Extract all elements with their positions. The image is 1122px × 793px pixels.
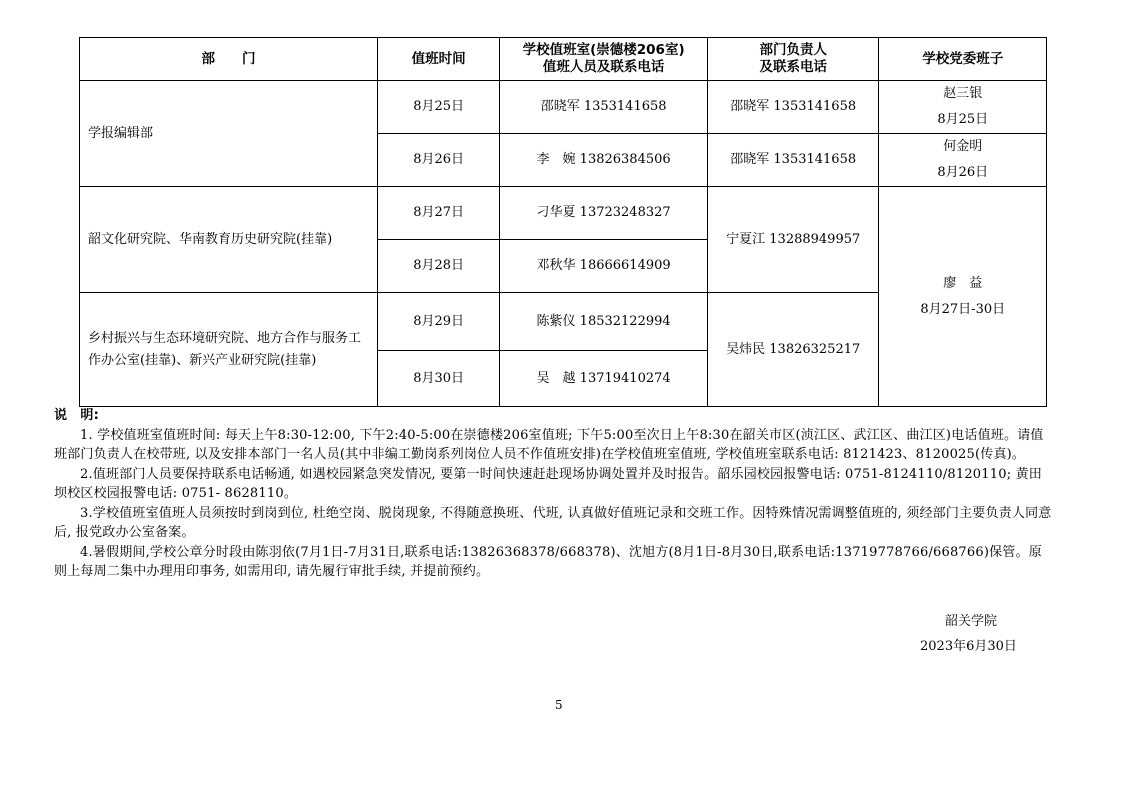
- duty-cell: 李 婉 13826384506: [500, 134, 708, 187]
- duty-schedule-table: [79, 37, 1047, 407]
- date-cell: 8月29日: [377, 293, 499, 351]
- header-time: 值班时间: [377, 38, 499, 81]
- committee-name: 何金明: [943, 139, 983, 154]
- head-cell: 邵晓军 1353141658: [707, 134, 879, 187]
- date-cell: 8月27日: [377, 187, 499, 240]
- table-row: [80, 187, 1047, 240]
- date-cell: 8月30日: [377, 351, 499, 407]
- note-item-3: 3.学校值班室值班人员须按时到岗到位, 杜绝空岗、脱岗现象, 不得随意换班、代班, 认真做好值班记录和交班工作。因特殊情况需调整值班的, 须经部门主要负责人同意后, 报党政办公室备案。: [54, 505, 1052, 540]
- header-committee: 学校党委班子: [879, 38, 1047, 81]
- head-cell: 邵晓军 1353141658: [707, 81, 879, 134]
- shared-committee-cell: [879, 187, 1047, 407]
- dept-cell: 乡村振兴与生态环境研究院、地方合作与服务工作办公室(挂靠)、新兴产业研究院(挂靠): [80, 293, 378, 407]
- header-dept: 部 门: [80, 38, 378, 81]
- head-cell: 吴炜民 13826325217: [707, 293, 879, 407]
- committee-cell: [879, 134, 1047, 187]
- note-item-2: 2.值班部门人员要保持联系电话畅通, 如遇校园紧急突发情况, 要第一时间快速赶赴现场协调处置并及时报告。韶乐园校园报警电话: 0751-8124110/8120110; 黄田坝校区校园报警电话: 0751- 8628110。: [54, 466, 1043, 501]
- committee-date: 8月25日: [937, 112, 989, 127]
- committee-cell: [879, 81, 1047, 134]
- header-dept-head: [707, 38, 879, 81]
- committee-name: 廖 益: [943, 275, 983, 291]
- table-row: [80, 81, 1047, 134]
- duty-cell: 陈紫仪 18532122994: [500, 293, 708, 351]
- header-office: [500, 38, 708, 81]
- header-head-line1: 部门负责人: [759, 42, 827, 58]
- note-item-4: 4.暑假期间,学校公章分时段由陈羽依(7月1日-7月31日,联系电话:13826368378/668378)、沈旭方(8月1日-8月30日,联系电话:13719778766/668766)保管。原则上每周二集中办理用印事务, 如需用印, 请先履行审批手续, 并提前预约。: [54, 544, 1042, 579]
- signature-org: 韶关学院: [945, 614, 998, 629]
- committee-date: 8月26日: [937, 165, 989, 180]
- signature-date: 2023年6月30日: [920, 639, 1017, 654]
- dept-cell: 学报编辑部: [80, 81, 378, 187]
- notes-section: [54, 406, 1054, 582]
- committee-name: 赵三银: [943, 86, 983, 101]
- duty-cell: 邵晓军 1353141658: [500, 81, 708, 134]
- date-cell: 8月28日: [377, 240, 499, 293]
- date-cell: 8月25日: [377, 81, 499, 134]
- note-item-1: 1. 学校值班室值班时间: 每天上午8:30-12:00, 下午2:40-5:00在崇德楼206室值班; 下午5:00至次日上午8:30在韶关市区(浈江区、武江区、曲江区)电话值班。请值班部门负责人在校带班, 以及安排本部门一名人员(其中非编工勤岗系列岗位人员不作值班安排)在学校值班室值班, 学校值班室联系电话: 8121423、8120025(传真)。: [54, 427, 1044, 462]
- duty-cell: 吴 越 13719410274: [500, 351, 708, 407]
- dept-cell: 韶文化研究院、华南教育历史研究院(挂靠): [80, 187, 378, 293]
- notes-label: 说 明:: [54, 408, 99, 423]
- table-header-row: [80, 38, 1047, 81]
- header-head-line2: 及联系电话: [759, 59, 827, 75]
- header-office-line1: 学校值班室(崇德楼206室): [522, 42, 685, 58]
- date-cell: 8月26日: [377, 134, 499, 187]
- header-office-line2: 值班人员及联系电话: [542, 59, 665, 75]
- duty-cell: 邓秋华 18666614909: [500, 240, 708, 293]
- head-cell: 宁夏江 13288949957: [707, 187, 879, 293]
- duty-cell: 刁华夏 13723248327: [500, 187, 708, 240]
- committee-date: 8月27日-30日: [920, 301, 1006, 317]
- page-number: 5: [555, 698, 563, 712]
